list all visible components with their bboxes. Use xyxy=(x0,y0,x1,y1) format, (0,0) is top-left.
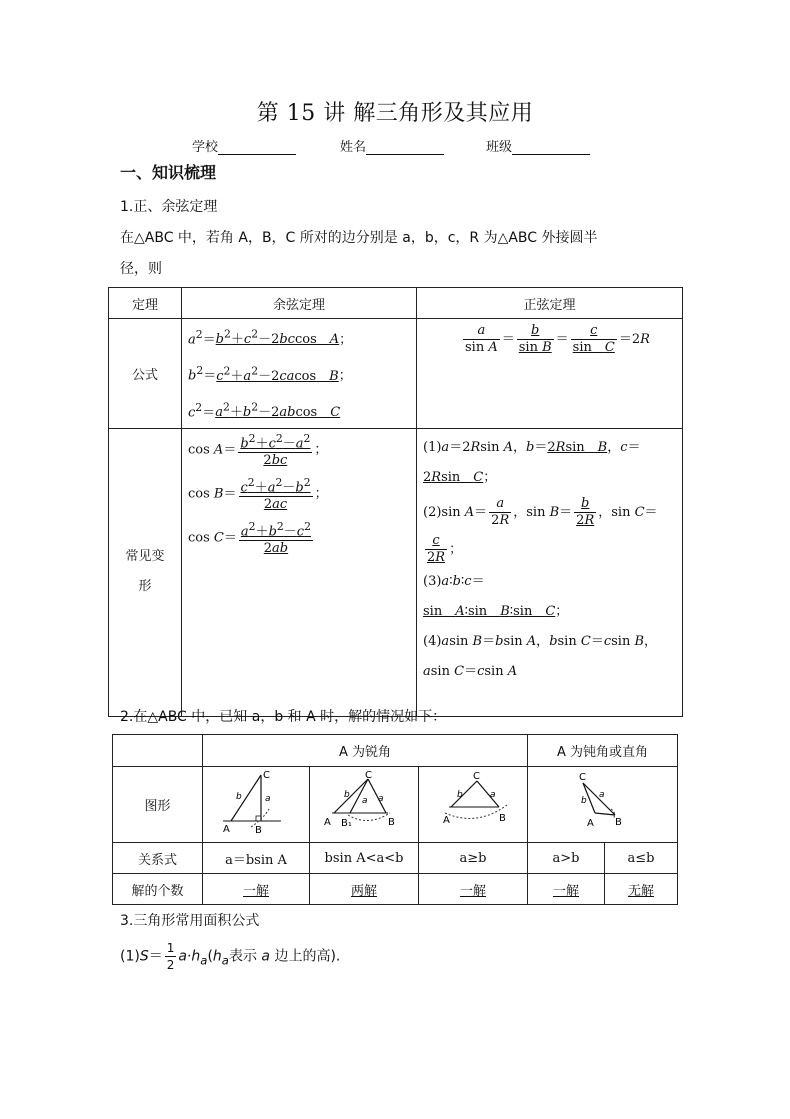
cos-law-a: $a^2=b^2+c^2-2bccos$ A； xyxy=(188,328,353,348)
sine-variant-4: (4)asin B＝bsin A，bsin C＝csin B， xyxy=(423,633,658,649)
section-heading: 一、知识梳理 xyxy=(120,163,217,182)
intro-line-1: 在△ABC 中，若角 A，B，C 所对的边分别是 a，b，c，R 为△ABC 外接圆半 xyxy=(120,230,598,246)
triangle-figure-1 xyxy=(211,769,301,837)
svg-text:a: a xyxy=(490,789,496,800)
triangle-figure-2 xyxy=(318,769,410,837)
count-4: 一解 xyxy=(528,874,605,905)
cos-law-b: $b^2=c^2+a^2-2cacos$ B； xyxy=(188,364,352,384)
row-label-relation: 关系式 xyxy=(113,843,203,874)
svg-text:b: b xyxy=(457,789,463,800)
header-cosine: 余弦定理 xyxy=(182,288,417,319)
header-theorem: 定理 xyxy=(109,288,182,319)
relation-3: a≥b xyxy=(419,843,528,874)
svg-text:b: b xyxy=(344,789,350,800)
page-title: 第 15 讲 解三角形及其应用 xyxy=(256,101,534,126)
theorem-table xyxy=(108,287,683,717)
figure-cell-3 xyxy=(419,767,528,843)
school-field[interactable]: 学校 xyxy=(192,136,296,155)
relation-4: a>b xyxy=(528,843,605,874)
svg-text:C: C xyxy=(473,770,480,782)
cosine-formulas xyxy=(182,319,417,429)
relation-2: bsin A<a<b xyxy=(310,843,419,874)
count-2: 两解 xyxy=(310,874,419,905)
sine-variant-2b: $\frac{c}{2R}$ ； xyxy=(427,532,463,565)
solution-cases-table xyxy=(112,734,678,905)
count-3: 一解 xyxy=(419,874,528,905)
count-5: 无解 xyxy=(605,874,678,905)
header-acute: A 为锐角 xyxy=(203,735,528,767)
relation-1: a＝bsin A xyxy=(203,843,310,874)
svg-text:b: b xyxy=(580,795,587,806)
svg-text:B: B xyxy=(255,824,262,836)
cos-law-c: $c^2=a^2+b^2-2abcos$ C xyxy=(188,400,341,420)
svg-text:a: a xyxy=(378,793,384,804)
name-field[interactable]: 姓名 xyxy=(340,136,444,155)
svg-text:b: b xyxy=(236,791,242,802)
svg-text:a: a xyxy=(362,795,368,806)
cos-a-variant: cos A＝ $\frac{b^2+c^2-a^2}{2bc}$ ； xyxy=(188,431,328,469)
sine-variant-4b: asin C＝csin A xyxy=(423,663,518,679)
svg-text:A: A xyxy=(443,814,450,826)
sine-variant-2: (2)sin A＝ $\frac{a}{2R}$ ，sin B＝ $\frac{b}{2R}$ ，sin C＝ xyxy=(423,495,658,528)
triangle-figure-4 xyxy=(553,769,653,837)
svg-text:C: C xyxy=(263,769,270,781)
corner-cell xyxy=(113,735,203,767)
svg-text:A: A xyxy=(223,823,230,835)
svg-text:B₁: B₁ xyxy=(341,817,352,829)
svg-text:C: C xyxy=(365,769,372,781)
figure-cell-4 xyxy=(528,767,678,843)
cos-c-variant: cos C＝ $\frac{a^2+b^2-c^2}{2ab}$ xyxy=(188,519,311,557)
count-1: 一解 xyxy=(203,874,310,905)
row-label-variants: 常见变 形 xyxy=(109,428,182,716)
subsection-heading-1: 1.正、余弦定理 xyxy=(120,199,218,215)
svg-text:C: C xyxy=(578,771,586,783)
sine-variant-3b: sin A∶sin B∶sin C； xyxy=(423,603,569,619)
svg-text:a: a xyxy=(265,793,271,804)
subsection-heading-2: 2.在△ABC 中，已知 a，b 和 A 时，解的情况如下： xyxy=(120,709,447,725)
svg-text:B: B xyxy=(388,816,395,828)
intro-line-2: 径，则 xyxy=(120,261,162,277)
row-label-formula: 公式 xyxy=(109,319,182,429)
row-label-figure: 图形 xyxy=(113,767,203,843)
area-formula: (1)S＝ $\frac{1}{2}$ $a\cdot h_a(h_a$表示 a 边上的高). xyxy=(120,941,341,972)
sine-variants xyxy=(417,428,683,716)
row-label-count: 解的个数 xyxy=(113,874,203,905)
header-sine: 正弦定理 xyxy=(417,288,683,319)
triangle-figure-3 xyxy=(427,769,519,837)
figure-cell-1 xyxy=(203,767,310,843)
class-field[interactable]: 班级 xyxy=(486,136,590,155)
figure-cell-2 xyxy=(310,767,419,843)
sine-formula: $\frac{a}{\text{sin A}}$ ＝ $\frac{b}{\text{sin B}}$ ＝ $\frac{c}{\text{sin C}}$ ＝2R xyxy=(417,319,683,429)
sine-variant-1b: 2Rsin C； xyxy=(423,469,497,485)
sine-variant-3: (3)a∶b∶c＝ xyxy=(423,573,485,589)
cosine-variants xyxy=(182,428,417,716)
header-obtuse: A 为钝角或直角 xyxy=(528,735,678,767)
subsection-heading-3: 3.三角形常用面积公式 xyxy=(120,913,260,929)
svg-text:B: B xyxy=(499,812,506,824)
svg-text:A: A xyxy=(586,817,594,829)
sine-variant-1: (1)a＝2Rsin A，b＝2Rsin B，c＝ xyxy=(423,439,641,455)
svg-text:A: A xyxy=(324,816,331,828)
svg-text:B: B xyxy=(614,816,622,828)
relation-5: a≤b xyxy=(605,843,678,874)
cos-b-variant: cos B＝ $\frac{c^2+a^2-b^2}{2ac}$ ； xyxy=(188,475,328,513)
svg-text:a: a xyxy=(598,789,605,800)
